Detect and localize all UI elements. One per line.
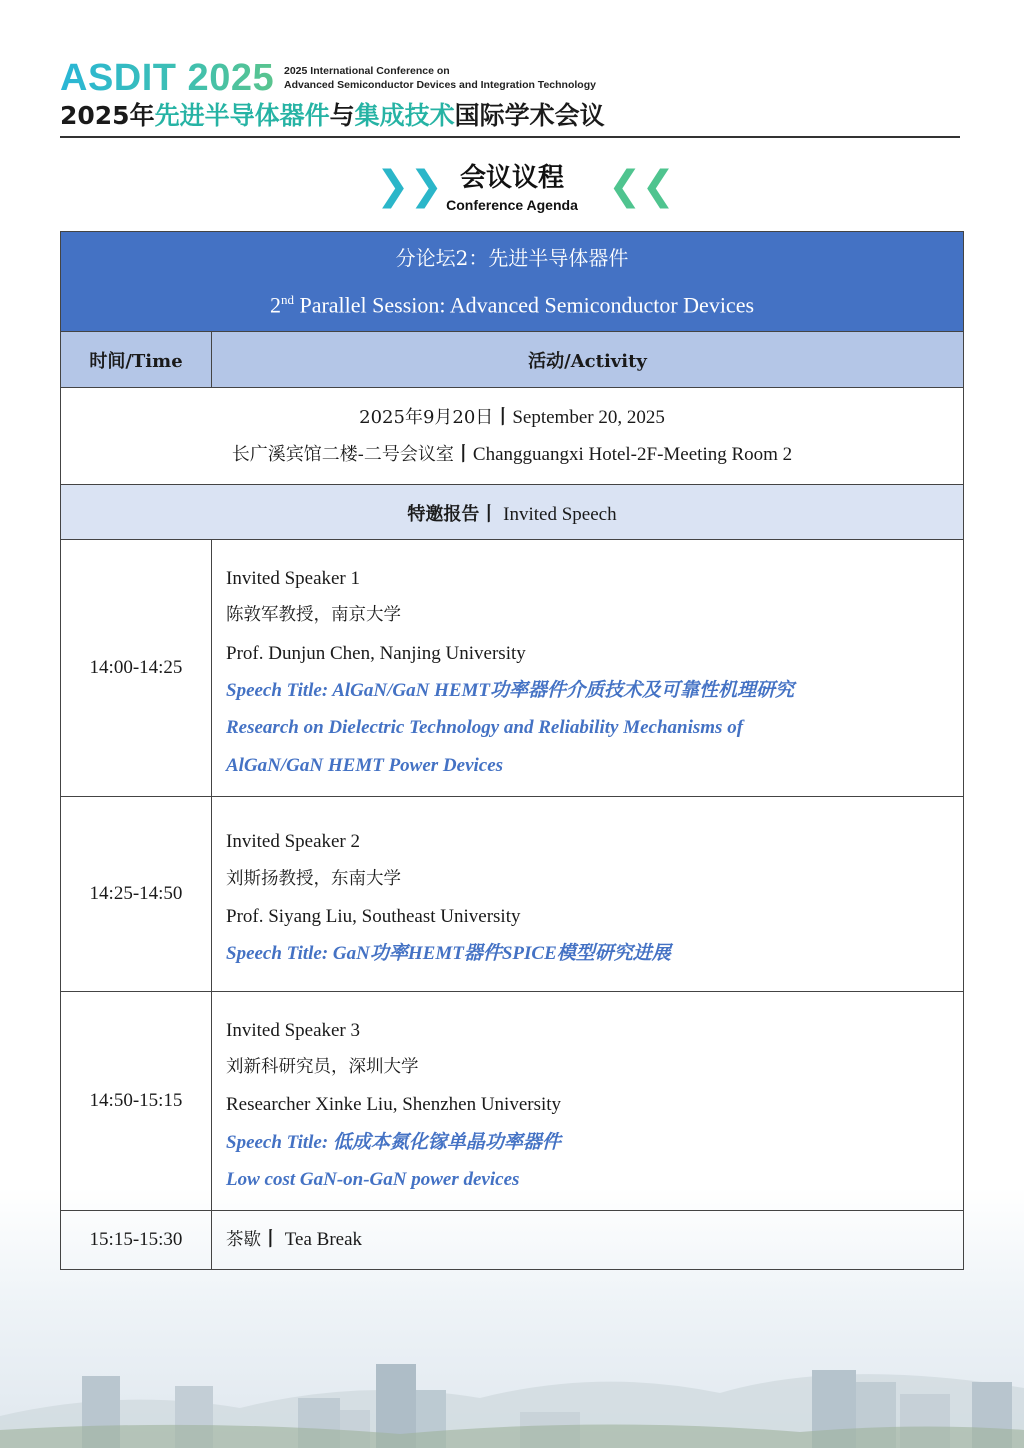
- chevron-left-icon: ❮❮: [608, 163, 676, 209]
- column-header-activity: 活动/Activity: [212, 332, 964, 388]
- table-row: [61, 540, 964, 797]
- session-title-en: 2nd Parallel Session: Advanced Semiconductor Devices: [269, 291, 755, 318]
- time-slot: 15:15-15:30: [61, 1211, 212, 1270]
- table-row: [61, 797, 964, 992]
- speech-title: AlGaN/GaN HEMT Power Devices: [226, 754, 504, 776]
- speaker-name-cn: 陈敦军教授，南京大学: [226, 605, 401, 626]
- header-divider: [60, 136, 960, 138]
- agenda-title: [0, 160, 1024, 220]
- time-slot: 14:25-14:50: [61, 797, 212, 992]
- speech-title: Low cost GaN-on-GaN power devices: [226, 1168, 520, 1190]
- speaker-label: Invited Speaker 1: [226, 568, 361, 590]
- table-row: [61, 992, 964, 1211]
- time-slot: 14:00-14:25: [61, 540, 212, 797]
- speech-title: Speech Title: GaN功率HEMT器件SPICE模型研究进展: [226, 943, 671, 965]
- event-date: 2025年9月20日丨September 20, 2025: [359, 407, 665, 428]
- activity-cell: [212, 797, 964, 992]
- speaker-name-en: Researcher Xinke Liu, Shenzhen University: [226, 1094, 562, 1116]
- city-skyline-illustration: [0, 1298, 1024, 1448]
- event-venue: 长广溪宾馆二楼-二号会议室丨Changguangxi Hotel-2F-Meeting Room 2: [231, 444, 793, 465]
- column-header-time: 时间/Time: [61, 332, 212, 388]
- conference-name-en: 2025 International Conference on Advanced Semiconductor Devices and Integration Technology: [284, 65, 596, 91]
- speaker-name-en: Prof. Dunjun Chen, Nanjing University: [226, 642, 526, 664]
- conference-name-cn: 2025年先进半导体器件与集成技术国际学术会议: [60, 101, 605, 130]
- speech-title: Research on Dielectric Technology and Reliability Mechanisms of: [226, 717, 744, 739]
- speech-title: Speech Title: AlGaN/GaN HEMT功率器件介质技术及可靠性机理研究: [226, 680, 795, 701]
- speaker-name-en: Prof. Siyang Liu, Southeast University: [226, 906, 521, 927]
- activity-cell: [212, 992, 964, 1211]
- speaker-label: Invited Speaker 3: [226, 1019, 361, 1041]
- activity-cell: [212, 540, 964, 797]
- invited-speech-header: 特邀报告丨 Invited Speech: [61, 485, 964, 540]
- chevron-right-icon: ❯❯: [376, 163, 444, 209]
- time-slot: 14:50-15:15: [61, 992, 212, 1211]
- speaker-name-cn: 刘斯扬教授，东南大学: [226, 868, 401, 889]
- speaker-name-cn: 刘新科研究员，深圳大学: [226, 1057, 419, 1078]
- session-title-cn: 分论坛2：先进半导体器件: [395, 245, 629, 270]
- table-row: [61, 1211, 964, 1270]
- date-venue-row: [61, 388, 964, 485]
- agenda-title-cn: 会议议程: [459, 163, 564, 193]
- column-header-row: [61, 332, 964, 388]
- agenda-table: [60, 231, 964, 1270]
- conference-logo: ASDIT 2025: [60, 57, 275, 99]
- speech-title: Speech Title: 低成本氮化镓单晶功率器件: [226, 1131, 561, 1153]
- tea-break: 茶歇丨 Tea Break: [212, 1211, 964, 1270]
- speaker-label: Invited Speaker 2: [226, 831, 361, 853]
- agenda-title-en: Conference Agenda: [446, 197, 578, 213]
- session-header: [61, 232, 964, 332]
